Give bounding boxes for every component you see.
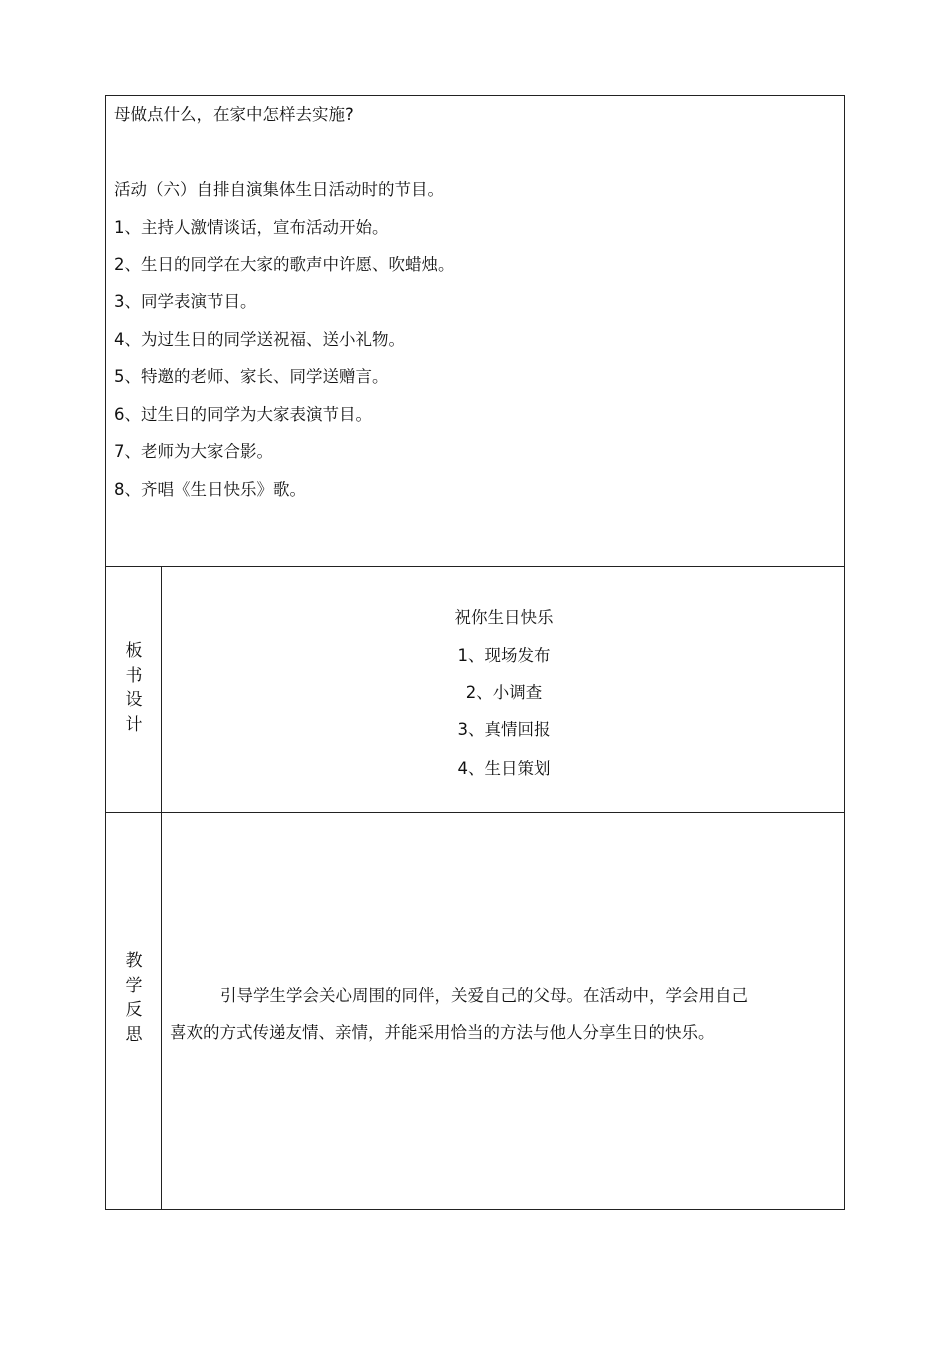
board-design-title: 祝你生日快乐 [454, 608, 554, 627]
activity-step: 6、过生日的同学为大家表演节目。 [114, 405, 372, 424]
label-char: 反 [125, 1000, 143, 1020]
activity-line: 母做点什么，在家中怎样去实施? [114, 105, 354, 124]
activity-heading: 活动（六）自排自演集体生日活动时的节目。 [114, 180, 444, 199]
label-char: 设 [125, 690, 143, 710]
activity-step: 8、齐唱《生日快乐》歌。 [114, 480, 306, 499]
label-char: 板 [125, 641, 143, 661]
board-design-label [106, 639, 162, 737]
label-char: 书 [125, 665, 143, 686]
board-design-item: 2、小调查 [465, 683, 543, 702]
lesson-plan-table [105, 95, 845, 1210]
reflection-text-line: 引导学生学会关心周围的同伴，关爱自己的父母。在活动中，学会用自己 [220, 986, 748, 1005]
reflection-row [106, 813, 844, 1210]
label-char: 教 [125, 951, 143, 971]
reflection-label [106, 949, 162, 1047]
label-char: 思 [125, 1024, 143, 1045]
board-design-item: 4、生日策划 [457, 759, 551, 778]
board-design-item: 1、现场发布 [457, 646, 551, 665]
board-design-item: 3、真情回报 [457, 720, 551, 739]
activity-step: 3、同学表演节目。 [114, 292, 257, 311]
reflection-text-line: 喜欢的方式传递友情、亲情，并能采用恰当的方法与他人分享生日的快乐。 [170, 1023, 715, 1042]
activity-step: 2、生日的同学在大家的歌声中许愿、吹蜡烛。 [114, 255, 455, 274]
activity-step: 7、老师为大家合影。 [114, 442, 273, 461]
reflection-label-cell [106, 813, 162, 1210]
activity-step: 1、主持人激情谈话，宣布活动开始。 [114, 218, 389, 237]
activity-row [106, 96, 844, 567]
label-char: 学 [125, 975, 143, 996]
board-design-row [106, 567, 844, 813]
board-design-label-cell [106, 567, 162, 812]
activity-step: 5、特邀的老师、家长、同学送赠言。 [114, 367, 389, 386]
activity-step: 4、为过生日的同学送祝福、送小礼物。 [114, 330, 405, 349]
label-char: 计 [125, 714, 143, 735]
